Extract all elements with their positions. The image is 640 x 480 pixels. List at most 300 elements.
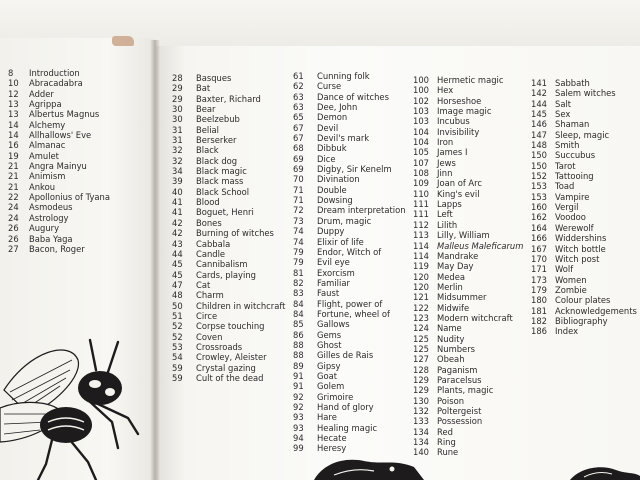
index-page-number: 141 (531, 78, 547, 88)
index-page-number: 30 (172, 114, 183, 125)
index-page-number: 32 (172, 145, 183, 156)
index-page-number: 181 (531, 305, 547, 316)
index-page-number: 61 (293, 71, 304, 81)
index-term: Modern witchcraft (437, 312, 513, 323)
index-entry (531, 306, 637, 316)
index-entry (293, 133, 406, 143)
index-column-5 (531, 78, 637, 337)
index-page-number: 24 (8, 212, 19, 223)
index-page-number: 148 (531, 140, 547, 151)
index-page-number: 114 (413, 250, 429, 261)
index-term: Women (555, 274, 587, 285)
index-term: Dibbuk (317, 143, 347, 154)
index-entry (172, 125, 285, 135)
index-term: Obeah (437, 354, 465, 365)
index-term: Animism (29, 171, 66, 182)
index-term: Bibliography (555, 315, 608, 326)
index-entry (531, 99, 637, 109)
index-entry (8, 109, 110, 119)
index-term: Healing magic (317, 422, 378, 433)
index-entry (293, 381, 406, 391)
index-entry (531, 316, 637, 326)
index-page-number: 68 (293, 143, 304, 154)
index-entry (531, 181, 637, 191)
index-term: Boguet, Henri (196, 207, 254, 218)
index-entry (8, 151, 110, 161)
index-term: Sleep, magic (555, 129, 610, 140)
index-page-number: 114 (413, 240, 429, 251)
index-page-number: 31 (172, 124, 183, 135)
index-page-number: 124 (413, 323, 429, 334)
index-page-number: 8 (8, 68, 14, 78)
index-term: Lapps (437, 199, 462, 210)
index-term: Charm (196, 290, 224, 301)
index-entry (293, 443, 406, 453)
index-entry (531, 109, 637, 119)
index-page-number: 51 (172, 310, 183, 321)
index-entry (413, 147, 523, 157)
index-page-number: 62 (293, 81, 304, 92)
index-page-number: 104 (413, 126, 429, 137)
index-term: Heresy (317, 443, 347, 454)
index-term: Double (317, 184, 347, 195)
index-page-number: 173 (531, 274, 547, 285)
index-page-number: 45 (172, 259, 183, 270)
index-term: Red (437, 426, 453, 437)
index-term: Iron (437, 137, 454, 148)
index-entry (413, 241, 523, 251)
index-term: Witch post (555, 253, 600, 264)
index-entry (172, 145, 285, 155)
index-page-number: 99 (293, 443, 304, 454)
index-page-number: 125 (413, 343, 429, 354)
index-entry (293, 143, 406, 153)
index-term: Bones (196, 217, 222, 228)
index-page-number: 67 (293, 133, 304, 144)
index-entry (172, 249, 285, 259)
index-term: Astrology (29, 212, 69, 223)
index-page-number: 53 (172, 341, 183, 352)
index-entry (293, 185, 406, 195)
index-entry (413, 261, 523, 271)
index-page-number: 111 (413, 199, 429, 210)
index-entry (531, 130, 637, 140)
index-entry (293, 195, 406, 205)
index-entry (293, 102, 406, 112)
index-page-number: 13 (8, 109, 19, 120)
index-page-number: 113 (413, 230, 429, 241)
index-entry (172, 342, 285, 352)
index-page-number: 41 (172, 207, 183, 218)
index-term: Lilith (437, 219, 458, 230)
index-term: Allhallows' Eve (29, 130, 92, 141)
index-term: Crowley, Aleister (196, 352, 267, 363)
index-entry (413, 96, 523, 106)
index-entry (413, 85, 523, 95)
index-page-number: 79 (293, 257, 304, 268)
index-page-number: 107 (413, 157, 429, 168)
index-entry (531, 202, 637, 212)
index-page-number: 16 (8, 140, 19, 151)
index-page-number: 134 (413, 426, 429, 437)
index-term: Merlin (437, 281, 463, 292)
insect-engraving-icon (0, 330, 140, 480)
index-entry (172, 187, 285, 197)
index-page-number: 92 (293, 391, 304, 402)
index-entry (293, 216, 406, 226)
index-column-2 (172, 73, 285, 383)
index-term: Black (196, 145, 219, 156)
index-column-1 (8, 68, 110, 254)
index-entry (172, 332, 285, 342)
index-page-number: 69 (293, 153, 304, 164)
index-entry (172, 156, 285, 166)
index-term: Gipsy (317, 360, 341, 371)
index-term: Cabbala (196, 238, 231, 249)
index-term: Dance of witches (317, 91, 389, 102)
index-page-number: 125 (413, 333, 429, 344)
index-entry (8, 192, 110, 202)
index-page-number: 171 (531, 264, 547, 275)
index-term: Hare (317, 412, 337, 423)
index-page-number: 85 (293, 319, 304, 330)
index-term: Voodoo (555, 212, 586, 223)
index-page-number: 123 (413, 312, 429, 323)
index-entry (172, 270, 285, 280)
index-term: Ankou (29, 181, 56, 192)
index-term: Ring (437, 437, 456, 448)
index-term: Gallows (317, 319, 350, 330)
index-page-number: 128 (413, 364, 429, 375)
index-term: Beelzebub (196, 114, 240, 125)
index-page-number: 69 (293, 164, 304, 175)
index-entry (413, 365, 523, 375)
index-page-number: 153 (531, 191, 547, 202)
index-term: Elixir of life (317, 236, 364, 247)
index-entry (8, 234, 110, 244)
index-term: Vampire (555, 191, 590, 202)
index-term: Paganism (437, 364, 478, 375)
index-page-number: 74 (293, 226, 304, 237)
index-page-number: 94 (293, 433, 304, 444)
index-page-number: 42 (172, 228, 183, 239)
index-page-number: 67 (293, 122, 304, 133)
index-entry (413, 375, 523, 385)
index-page-number: 63 (293, 91, 304, 102)
index-page-number: 31 (172, 135, 183, 146)
index-page-number: 70 (293, 174, 304, 185)
index-term: Corpse touching (196, 321, 265, 332)
index-page-number: 10 (8, 78, 19, 89)
index-entry (8, 202, 110, 212)
index-entry (531, 275, 637, 285)
index-entry (413, 303, 523, 313)
index-entry (8, 130, 110, 140)
index-entry (293, 412, 406, 422)
index-entry (531, 326, 637, 336)
index-term: Zombie (555, 284, 587, 295)
index-page-number: 100 (413, 75, 429, 85)
index-entry (293, 154, 406, 164)
index-term: Gems (317, 329, 342, 340)
index-page-number: 14 (8, 130, 19, 141)
index-term: Midwife (437, 302, 470, 313)
index-page-number: 65 (293, 112, 304, 123)
index-entry (531, 295, 637, 305)
index-term: Goat (317, 370, 338, 381)
index-entry (172, 166, 285, 176)
index-page-number: 103 (413, 116, 429, 127)
index-entry (293, 205, 406, 215)
index-entry (293, 319, 406, 329)
index-term: Crossroads (196, 341, 243, 352)
index-term: Poison (437, 395, 464, 406)
index-entry (293, 288, 406, 298)
index-term: Name (437, 323, 462, 334)
index-page-number: 89 (293, 360, 304, 371)
index-page-number: 48 (172, 290, 183, 301)
index-entry (531, 212, 637, 222)
index-entry (413, 137, 523, 147)
index-term: Malleus Maleficarum (437, 240, 524, 251)
index-page-number: 109 (413, 178, 429, 189)
index-entry (413, 251, 523, 261)
index-term: Duppy (317, 226, 345, 237)
index-term: Nudity (437, 333, 465, 344)
index-entry (172, 259, 285, 269)
index-entry (172, 290, 285, 300)
torn-page-edge (112, 36, 134, 46)
index-term: Divination (317, 174, 360, 185)
index-page-number: 120 (413, 271, 429, 282)
index-term: Angra Mainyu (29, 161, 87, 172)
index-page-number: 21 (8, 161, 19, 172)
index-term: Widdershins (555, 233, 607, 244)
index-page-number: 30 (172, 104, 183, 115)
index-term: Hex (437, 85, 454, 96)
index-entry (8, 78, 110, 88)
index-entry (293, 226, 406, 236)
index-page-number: 29 (172, 83, 183, 94)
index-entry (172, 218, 285, 228)
index-entry (413, 313, 523, 323)
index-term: Horseshoe (437, 95, 482, 106)
index-entry (172, 104, 285, 114)
index-page-number: 119 (413, 261, 429, 272)
index-page-number: 121 (413, 292, 429, 303)
index-entry (8, 182, 110, 192)
index-term: Succubus (555, 150, 596, 161)
index-entry (8, 89, 110, 99)
index-entry (8, 140, 110, 150)
index-term: Cards, playing (196, 269, 256, 280)
index-term: Cannibalism (196, 259, 248, 270)
index-entry (413, 209, 523, 219)
index-page-number: 50 (172, 300, 183, 311)
index-entry (413, 437, 523, 447)
index-page-number: 13 (8, 99, 19, 110)
index-term: Gilles de Rais (317, 350, 374, 361)
index-entry (531, 140, 637, 150)
index-term: Image magic (437, 106, 492, 117)
index-entry (531, 285, 637, 295)
index-entry (293, 350, 406, 360)
index-entry (413, 116, 523, 126)
index-entry (413, 447, 523, 457)
index-term: Almanac (29, 140, 66, 151)
figure-engraving-icon (560, 462, 640, 480)
index-term: Apollonius of Tyana (29, 192, 110, 203)
index-page-number: 162 (531, 212, 547, 223)
index-entry (413, 385, 523, 395)
index-entry (8, 161, 110, 171)
index-entry (413, 178, 523, 188)
index-page-number: 147 (531, 129, 547, 140)
index-term: Wolf (555, 264, 574, 275)
index-entry (413, 272, 523, 282)
index-entry (531, 192, 637, 202)
index-term: Basques (196, 73, 232, 83)
index-page-number: 129 (413, 385, 429, 396)
index-page-number: 111 (413, 209, 429, 220)
index-page-number: 164 (531, 222, 547, 233)
index-entry (172, 280, 285, 290)
index-page-number: 112 (413, 219, 429, 230)
index-entry (531, 150, 637, 160)
index-entry (293, 92, 406, 102)
index-entry (531, 223, 637, 233)
index-term: Curse (317, 81, 342, 92)
index-page-number: 153 (531, 181, 547, 192)
index-entry (413, 106, 523, 116)
index-term: Bat (196, 83, 211, 94)
index-entry (8, 120, 110, 130)
index-entry (413, 158, 523, 168)
index-entry (413, 127, 523, 137)
index-term: Tattooing (555, 171, 594, 182)
index-page-number: 166 (531, 233, 547, 244)
index-entry (413, 189, 523, 199)
index-page-number: 52 (172, 321, 183, 332)
index-term: Colour plates (555, 295, 611, 306)
index-term: Hecate (317, 433, 347, 444)
index-term: Belial (196, 124, 220, 135)
index-term: Adder (29, 88, 54, 99)
index-term: James I (437, 147, 468, 158)
index-page-number: 79 (293, 246, 304, 257)
index-page-number: 44 (172, 248, 183, 259)
index-page-number: 41 (172, 197, 183, 208)
index-entry (293, 402, 406, 412)
index-entry (293, 392, 406, 402)
index-page-number: 26 (8, 233, 19, 244)
index-term: Numbers (437, 343, 476, 354)
index-page-number: 120 (413, 281, 429, 292)
index-page-number: 144 (531, 98, 547, 109)
index-entry (293, 309, 406, 319)
index-term: Mandrake (437, 250, 479, 261)
index-entry (413, 168, 523, 178)
index-entry (172, 83, 285, 93)
index-term: Medea (437, 271, 465, 282)
index-term: Baba Yaga (29, 233, 73, 244)
index-term: Children in witchcraft (196, 300, 286, 311)
index-term: Jinn (437, 168, 453, 179)
index-term: Fortune, wheel of (317, 308, 390, 319)
index-page-number: 84 (293, 308, 304, 319)
index-entry (531, 171, 637, 181)
index-page-number: 103 (413, 106, 429, 117)
index-term: Jews (437, 157, 456, 168)
index-entry (293, 268, 406, 278)
index-page-number: 59 (172, 362, 183, 373)
index-term: Black magic (196, 166, 247, 177)
index-term: Grimoire (317, 391, 354, 402)
index-page-number: 134 (413, 437, 429, 448)
index-term: Sex (555, 109, 571, 120)
index-page-number: 88 (293, 350, 304, 361)
index-entry (293, 71, 406, 81)
index-page-number: 91 (293, 370, 304, 381)
index-term: Witch bottle (555, 243, 606, 254)
index-page-number: 42 (172, 217, 183, 228)
index-entry (531, 78, 637, 88)
index-entry (8, 68, 110, 78)
index-entry (293, 237, 406, 247)
index-term: Plants, magic (437, 385, 494, 396)
index-term: Paracelsus (437, 374, 482, 385)
index-page-number: 26 (8, 223, 19, 234)
index-entry (293, 112, 406, 122)
index-term: Rune (437, 447, 459, 458)
index-page-number: 32 (172, 155, 183, 166)
index-page-number: 132 (413, 406, 429, 416)
index-page-number: 140 (413, 447, 429, 458)
index-entry (172, 239, 285, 249)
index-term: Drum, magic (317, 215, 372, 226)
index-page-number: 19 (8, 150, 19, 161)
index-column-4 (413, 75, 523, 458)
index-page-number: 24 (8, 202, 19, 213)
index-entry (293, 299, 406, 309)
index-term: Acknowledgements (555, 305, 637, 316)
index-page-number: 71 (293, 195, 304, 206)
index-page-number: 127 (413, 354, 429, 365)
index-term: Digby, Sir Kenelm (317, 164, 392, 175)
index-term: Incubus (437, 116, 470, 127)
index-term: Devil (317, 122, 339, 133)
index-entry (293, 433, 406, 443)
index-page-number: 92 (293, 402, 304, 412)
index-term: Bear (196, 104, 216, 115)
index-page-number: 182 (531, 315, 547, 326)
index-column-3 (293, 71, 406, 454)
index-page-number: 22 (8, 192, 19, 203)
index-entry (172, 373, 285, 383)
index-page-number: 145 (531, 109, 547, 120)
index-page-number: 21 (8, 181, 19, 192)
index-term: King's evil (437, 188, 480, 199)
index-page-number: 59 (172, 372, 183, 383)
index-page-number: 110 (413, 188, 429, 199)
beast-engraving-icon (314, 455, 424, 480)
index-entry (293, 423, 406, 433)
index-term: Devil's mark (317, 133, 370, 144)
index-entry (172, 321, 285, 331)
index-page-number: 45 (172, 269, 183, 280)
index-entry (172, 176, 285, 186)
index-entry (413, 199, 523, 209)
